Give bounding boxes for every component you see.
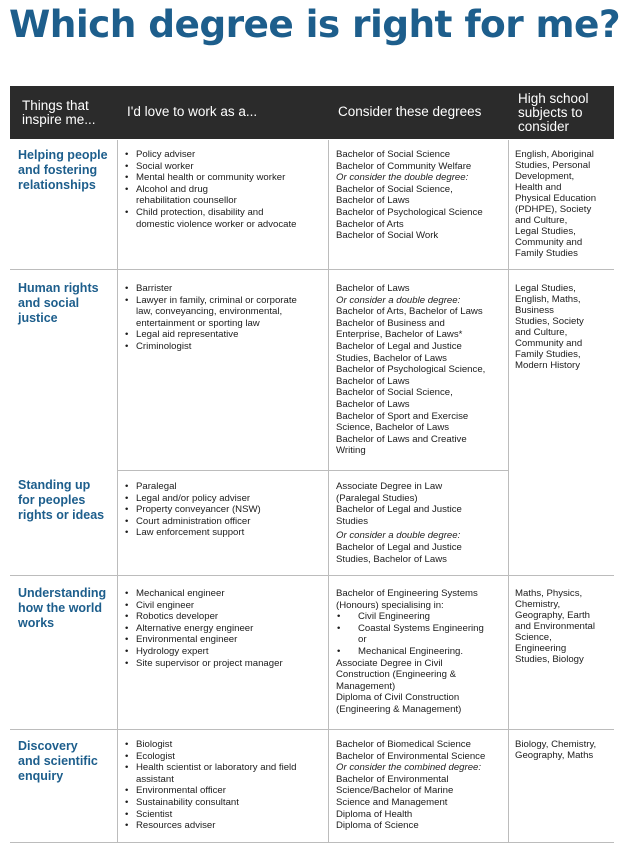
degree-line: • Mechanical Engineering. xyxy=(336,646,506,658)
degree-line: Bachelor of Laws xyxy=(336,195,410,207)
degree-line: Bachelor of Laws xyxy=(336,398,410,410)
job-item xyxy=(124,762,329,785)
subject-line: Geography, Earth xyxy=(515,610,591,621)
degree-line: Studies, Bachelor of Laws xyxy=(336,352,447,364)
job-item xyxy=(124,646,329,658)
job-text: Ecologist xyxy=(136,750,175,762)
degree-list xyxy=(336,588,506,716)
subject-line: Legal Studies, xyxy=(515,226,576,237)
job-list xyxy=(124,283,329,353)
row-divider xyxy=(10,729,614,730)
degree-line: Bachelor of Psychological Science, xyxy=(336,364,486,376)
subject-line: and Culture, xyxy=(515,215,568,226)
subject-line: Legal Studies, xyxy=(515,283,576,294)
job-text: Mental health or community worker xyxy=(136,172,286,184)
category-line: Standing up xyxy=(18,478,91,492)
job-item xyxy=(124,634,329,646)
degree-line: Science, Bachelor of Laws xyxy=(336,422,450,434)
degree-line: Writing xyxy=(336,445,366,457)
job-item xyxy=(124,481,329,493)
degree-line: Associate Degree in Law xyxy=(336,481,443,492)
job-item xyxy=(124,504,329,516)
job-text: Criminologist xyxy=(136,340,192,352)
degree-line: Science/Bachelor of Marine xyxy=(336,785,454,797)
degree-line: Science and Management xyxy=(336,796,448,808)
job-text: Court administration officer xyxy=(136,515,251,527)
degree-line: Bachelor of Environmental xyxy=(336,773,449,785)
job-item xyxy=(124,785,329,797)
degree-line: • Coastal Systems Engineering xyxy=(336,623,506,635)
job-item xyxy=(124,516,329,528)
job-text: Law enforcement support xyxy=(136,527,245,539)
job-text: Biologist xyxy=(136,739,173,750)
category-line: works xyxy=(18,616,55,630)
subject-line: Development, xyxy=(515,171,575,182)
row-divider xyxy=(117,470,508,471)
category-label xyxy=(18,739,118,784)
job-text: Scientist xyxy=(136,808,173,820)
job-item xyxy=(124,493,329,505)
category-label xyxy=(18,148,118,193)
degree-line: Diploma of Science xyxy=(336,820,419,832)
category-line: Understanding xyxy=(18,586,107,600)
degree-line: Studies, Bachelor of Laws xyxy=(336,553,447,565)
degree-line: Bachelor of Legal and Justice xyxy=(336,504,462,516)
header-high-school-subjects: High school subjects to consider xyxy=(518,91,589,134)
degree-line: Enterprise, Bachelor of Laws* xyxy=(336,329,463,341)
category-line: Discovery xyxy=(18,739,78,753)
job-item xyxy=(124,588,329,600)
job-item xyxy=(124,207,329,230)
category-line: Helping people xyxy=(18,148,108,162)
job-text: Alternative energy engineer xyxy=(136,622,254,634)
subject-line: and Environmental xyxy=(515,621,595,632)
degree-line: Or consider a double degree: xyxy=(336,294,461,306)
job-text: Legal aid representative xyxy=(136,329,239,341)
job-item xyxy=(124,149,329,161)
degree-line: Bachelor of Social Work xyxy=(336,230,439,242)
subject-line: Family Studies, xyxy=(515,349,581,360)
degree-line: Bachelor of Social Science, xyxy=(336,387,453,399)
table-header xyxy=(10,86,614,139)
job-list xyxy=(124,481,329,539)
category-line: and social xyxy=(18,296,80,310)
category-line: justice xyxy=(18,311,58,325)
job-text: Legal and/or policy adviser xyxy=(136,492,251,504)
subject-line: Business xyxy=(515,305,554,316)
category-line: and fostering xyxy=(18,163,98,177)
degree-line: Studies xyxy=(336,515,368,527)
job-text: Site supervisor or project manager xyxy=(136,657,283,669)
degree-list xyxy=(336,283,506,457)
subject-line: Maths, Physics, xyxy=(515,588,583,599)
subject-line: Community and xyxy=(515,338,583,349)
subject-line: Health and xyxy=(515,182,562,193)
degree-line: Or consider the double degree: xyxy=(336,172,469,184)
subject-line: and Culture, xyxy=(515,327,568,338)
category-line: and scientific xyxy=(18,754,98,768)
job-item xyxy=(124,184,329,207)
degree-line: (Paralegal Studies) xyxy=(336,492,418,504)
degree-line: Bachelor of Legal and Justice xyxy=(336,541,462,553)
degree-list xyxy=(336,481,506,565)
subjects-text xyxy=(515,739,612,761)
subjects-text xyxy=(515,149,612,259)
job-item xyxy=(124,341,329,353)
job-text: law, conveyancing, environmental, xyxy=(136,306,283,318)
degree-line: Bachelor of Community Welfare xyxy=(336,160,472,172)
job-text: Robotics developer xyxy=(136,611,219,623)
degree-line: or xyxy=(358,634,367,646)
job-text: Civil engineer xyxy=(136,599,195,611)
job-list xyxy=(124,588,329,669)
subject-line: Physical Education xyxy=(515,193,597,204)
job-text: Health scientist or laboratory and field xyxy=(136,762,297,774)
category-line: relationships xyxy=(18,178,96,192)
job-item xyxy=(124,739,329,751)
subjects-text xyxy=(515,283,612,371)
header-love-to-work-as: I'd love to work as a... xyxy=(127,104,258,119)
job-item xyxy=(124,161,329,173)
subjects-text xyxy=(515,588,612,665)
degree-line: Bachelor of Laws and Creative xyxy=(336,433,467,445)
subject-line: Studies, Personal xyxy=(515,160,591,171)
job-item xyxy=(124,820,329,832)
job-text: Lawyer in family, criminal or corporate xyxy=(136,294,297,306)
degree-line: Bachelor of Arts xyxy=(336,218,404,230)
subject-line: Biology, Chemistry, xyxy=(515,739,597,750)
degree-list xyxy=(336,739,506,832)
degree-line: Diploma of Health xyxy=(336,808,413,820)
subject-line: Chemistry, xyxy=(515,599,561,610)
subject-line: Family Studies xyxy=(515,248,578,259)
degree-line: Bachelor of Laws xyxy=(336,283,410,294)
degree-line: Bachelor of Social Science, xyxy=(336,183,453,195)
category-line: how the world xyxy=(18,601,103,615)
degree-line: Bachelor of Legal and Justice xyxy=(336,340,462,352)
job-text: domestic violence worker or advocate xyxy=(136,218,297,230)
degree-line: (Honours) specialising in: xyxy=(336,599,444,611)
header-consider-degrees: Consider these degrees xyxy=(338,104,482,119)
degree-line: • Civil Engineering xyxy=(336,611,506,623)
subject-line: (PDHPE), Society xyxy=(515,204,592,215)
job-text: assistant xyxy=(136,773,174,785)
job-text: Environmental officer xyxy=(136,785,226,797)
subject-line: Geography, Maths xyxy=(515,750,594,761)
subject-line: Science, xyxy=(515,632,552,643)
job-text: Alcohol and drug xyxy=(136,183,209,195)
subject-line: Studies, Society xyxy=(515,316,584,327)
job-item xyxy=(124,809,329,821)
job-text: Resources adviser xyxy=(136,820,216,832)
degree-line: Diploma of Civil Construction xyxy=(336,692,460,704)
job-text: Social worker xyxy=(136,160,194,172)
job-list xyxy=(124,739,329,832)
job-item xyxy=(124,295,329,330)
page-title: Which degree is right for me? xyxy=(9,2,621,46)
category-line: Human rights xyxy=(18,281,99,295)
degree-line: Management) xyxy=(336,680,396,692)
degree-line: Bachelor of Engineering Systems xyxy=(336,588,478,599)
degree-line: (Engineering & Management) xyxy=(336,703,462,715)
job-item xyxy=(124,172,329,184)
degree-line: Bachelor of Laws xyxy=(336,375,410,387)
degree-list xyxy=(336,149,506,242)
job-item xyxy=(124,283,329,295)
subject-line: Studies, Biology xyxy=(515,654,584,665)
job-text: Sustainability consultant xyxy=(136,796,239,808)
degree-line: Or consider the combined degree: xyxy=(336,762,482,774)
job-item xyxy=(124,600,329,612)
job-text: Hydrology expert xyxy=(136,645,209,657)
degree-line: Bachelor of Arts, Bachelor of Laws xyxy=(336,306,483,318)
category-line: enquiry xyxy=(18,769,64,783)
degree-line: Bachelor of Social Science xyxy=(336,149,451,160)
job-list xyxy=(124,149,329,230)
category-label xyxy=(18,586,118,631)
subject-line: Modern History xyxy=(515,360,581,371)
degree-line: Or consider a double degree: xyxy=(336,530,461,542)
subject-line: English, Maths, xyxy=(515,294,581,305)
job-text: Property conveyancer (NSW) xyxy=(136,504,261,516)
job-item xyxy=(124,658,329,670)
job-item xyxy=(124,797,329,809)
row-divider xyxy=(10,269,614,270)
job-text: Paralegal xyxy=(136,481,177,492)
column-divider xyxy=(508,140,509,842)
job-item xyxy=(124,527,329,539)
subject-line: English, Aboriginal xyxy=(515,149,594,160)
job-text: Environmental engineer xyxy=(136,634,238,646)
category-line: rights or ideas xyxy=(18,508,105,522)
job-item xyxy=(124,623,329,635)
job-text: Policy adviser xyxy=(136,149,196,160)
degree-line: Bachelor of Sport and Exercise xyxy=(336,410,469,422)
job-text: Child protection, disability and xyxy=(136,206,264,218)
job-text: Mechanical engineer xyxy=(136,588,225,599)
degree-line: Bachelor of Psychological Science xyxy=(336,206,483,218)
degree-line: Associate Degree in Civil xyxy=(336,657,443,669)
category-line: for peoples xyxy=(18,493,86,507)
job-item xyxy=(124,329,329,341)
row-divider xyxy=(10,575,614,576)
job-item xyxy=(124,611,329,623)
job-text: rehabilitation counsellor xyxy=(136,195,237,207)
degree-line: Bachelor of Environmental Science xyxy=(336,750,486,762)
subject-line: Engineering xyxy=(515,643,567,654)
degree-line: Construction (Engineering & xyxy=(336,669,456,681)
job-text: entertainment or sporting law xyxy=(136,317,260,329)
job-item xyxy=(124,751,329,763)
job-text: Barrister xyxy=(136,283,173,294)
category-label xyxy=(18,281,118,326)
category-label xyxy=(18,478,118,523)
subject-line: Community and xyxy=(515,237,583,248)
degree-line: Bachelor of Business and xyxy=(336,317,445,329)
degree-line: Bachelor of Biomedical Science xyxy=(336,739,471,750)
row-divider xyxy=(10,842,614,843)
header-things-that-inspire: Things that inspire me... xyxy=(22,98,96,127)
